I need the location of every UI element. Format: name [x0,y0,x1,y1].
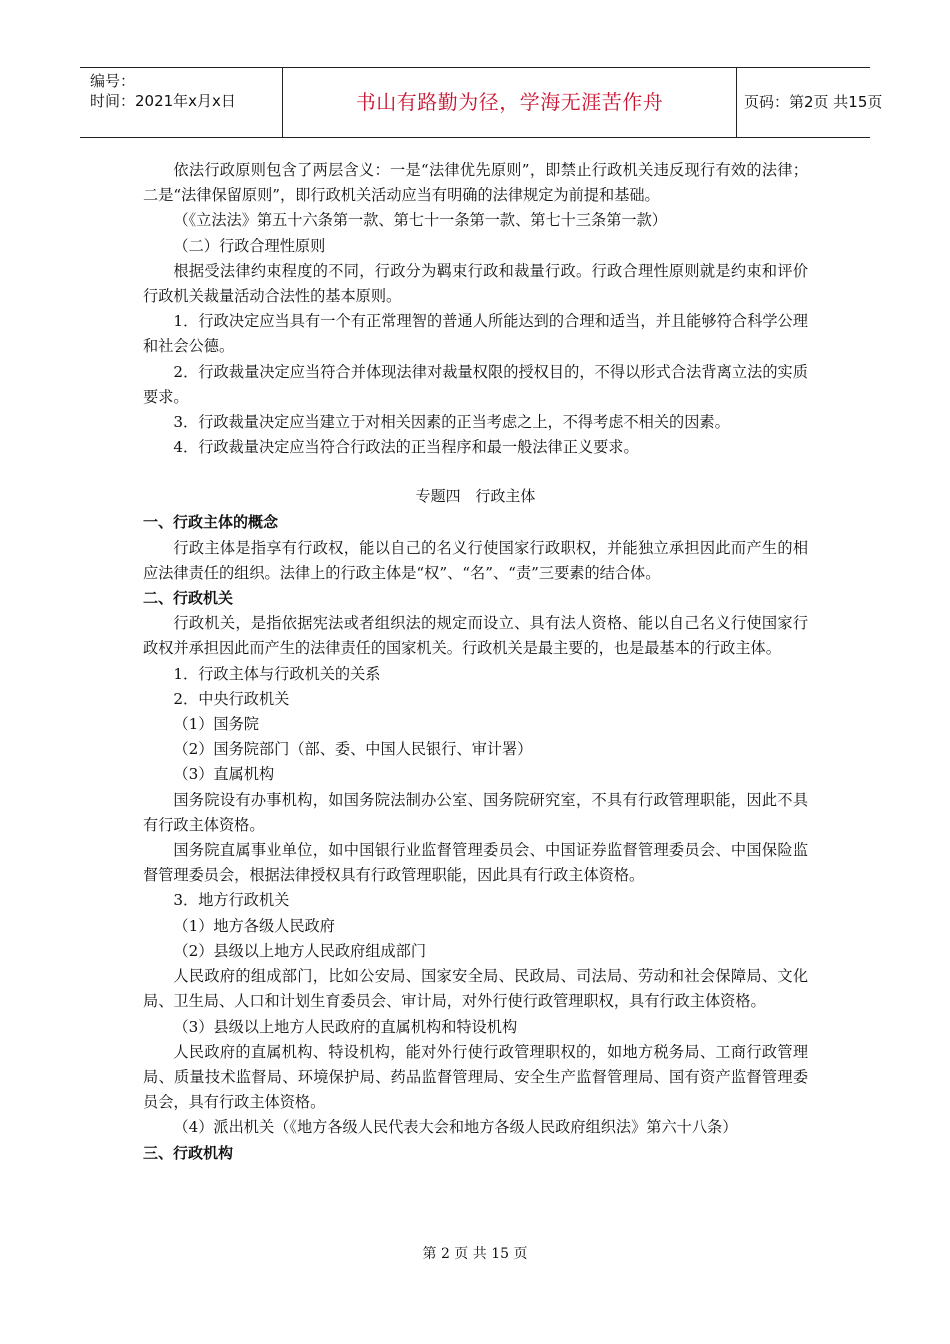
list-item: （2）县级以上地方人民政府组成部门 [173,941,427,960]
document-body [143,158,808,1166]
paragraph: 行政主体是指享有行政权，能以自己的名义行使国家行政职权，并能独立承担因此而产生的相应法律责任的组织。法律上的行政主体是“权”、“名”、“责”三要素的结合体。 [143,538,808,582]
list-item: 3．地方行政机关 [173,891,290,910]
paragraph: 国务院设有办事机构，如国务院法制办公室、国务院研究室，不具有行政管理职能，因此不具有行政主体资格。 [143,790,808,834]
header-page-code: 页码：第2页 共15页 [744,93,883,111]
list-item: （2）国务院部门（部、委、中国人民银行、审计署） [173,740,533,759]
list-item: （3）县级以上地方人民政府的直属机构和特设机构 [173,1017,518,1036]
paragraph: （《立法法》第五十六条第一款、第七十一条第一款、第七十三条第一款） [173,211,667,230]
header-meta-cell [80,68,282,137]
list-item: （1）国务院 [173,715,259,734]
header-table [80,67,883,138]
paragraph: 人民政府的直属机构、特设机构，能对外行使行政管理职权的，如地方税务局、工商行政管理局、质量技术监督局、环境保护局、药品监督管理局、安全生产监督管理局、国有资产监督管理委员会，具有行政主体资格。 [143,1042,808,1112]
topic-title: 专题四 行政主体 [415,487,536,506]
header-motto: 书山有路勤为径，学海无涯苦作舟 [355,90,664,114]
subheading: （二）行政合理性原则 [173,236,326,255]
header-motto-cell [282,68,737,137]
paragraph: 行政机关，是指依据宪法或者组织法的规定而设立、具有法人资格、能以自己名义行使国家行政权并承担因此而产生的法律责任的国家机关。行政机关是最主要的，也是最基本的行政主体。 [143,614,808,658]
section-heading: 三、行政机构 [143,1143,234,1162]
header-page-cell [736,68,883,137]
list-item: （4）派出机关（《地方各级人民代表大会和地方各级人民政府组织法》第六十八条） [173,1118,738,1137]
paragraph: 根据受法律约束程度的不同，行政分为羁束行政和裁量行政。行政合理性原则就是约束和评价行政机关裁量活动合法性的基本原则。 [143,261,808,306]
list-item: （3）直属机构 [173,765,275,784]
list-item: 1．行政主体与行政机关的关系 [173,664,381,683]
page-footer: 第 2 页 共 15 页 [422,1246,528,1262]
list-item: 2．行政裁量决定应当符合并体现法律对裁量权限的授权目的，不得以形式合法背离立法的实质要求。 [143,362,808,406]
document-number-label: 编号： [90,72,136,90]
list-item: 1．行政决定应当具有一个有正常理智的普通人所能达到的合理和适当，并且能够符合科学公理和社会公德。 [143,312,808,356]
section-heading: 二、行政机关 [143,589,234,608]
list-item: 4．行政裁量决定应当符合行政法的正当程序和最一般法律正义要求。 [173,438,639,457]
paragraph: 国务院直属事业单位，如中国银行业监督管理委员会、中国证券监督管理委员会、中国保险监督管理委员会，根据法律授权具有行政管理职能，因此具有行政主体资格。 [143,841,808,885]
list-item: 2．中央行政机关 [173,689,290,708]
list-item: 3．行政裁量决定应当建立于对相关因素的正当考虑之上，不得考虑不相关的因素。 [173,413,730,432]
document-date-label: 时间：2021年x月x日 [90,92,236,110]
list-item: （1）地方各级人民政府 [173,916,335,935]
paragraph: 依法行政原则包含了两层含义：一是“法律优先原则”，即禁止行政机关违反现行有效的法律；二是“法律保留原则”，即行政机关活动应当有明确的法律规定为前提和基础。 [143,161,808,205]
paragraph: 人民政府的组成部门，比如公安局、国家安全局、民政局、司法局、劳动和社会保障局、文化局、卫生局、人口和计划生育委员会、审计局，对外行使行政管理职权，具有行政主体资格。 [143,967,808,1011]
section-heading: 一、行政主体的概念 [143,513,279,532]
